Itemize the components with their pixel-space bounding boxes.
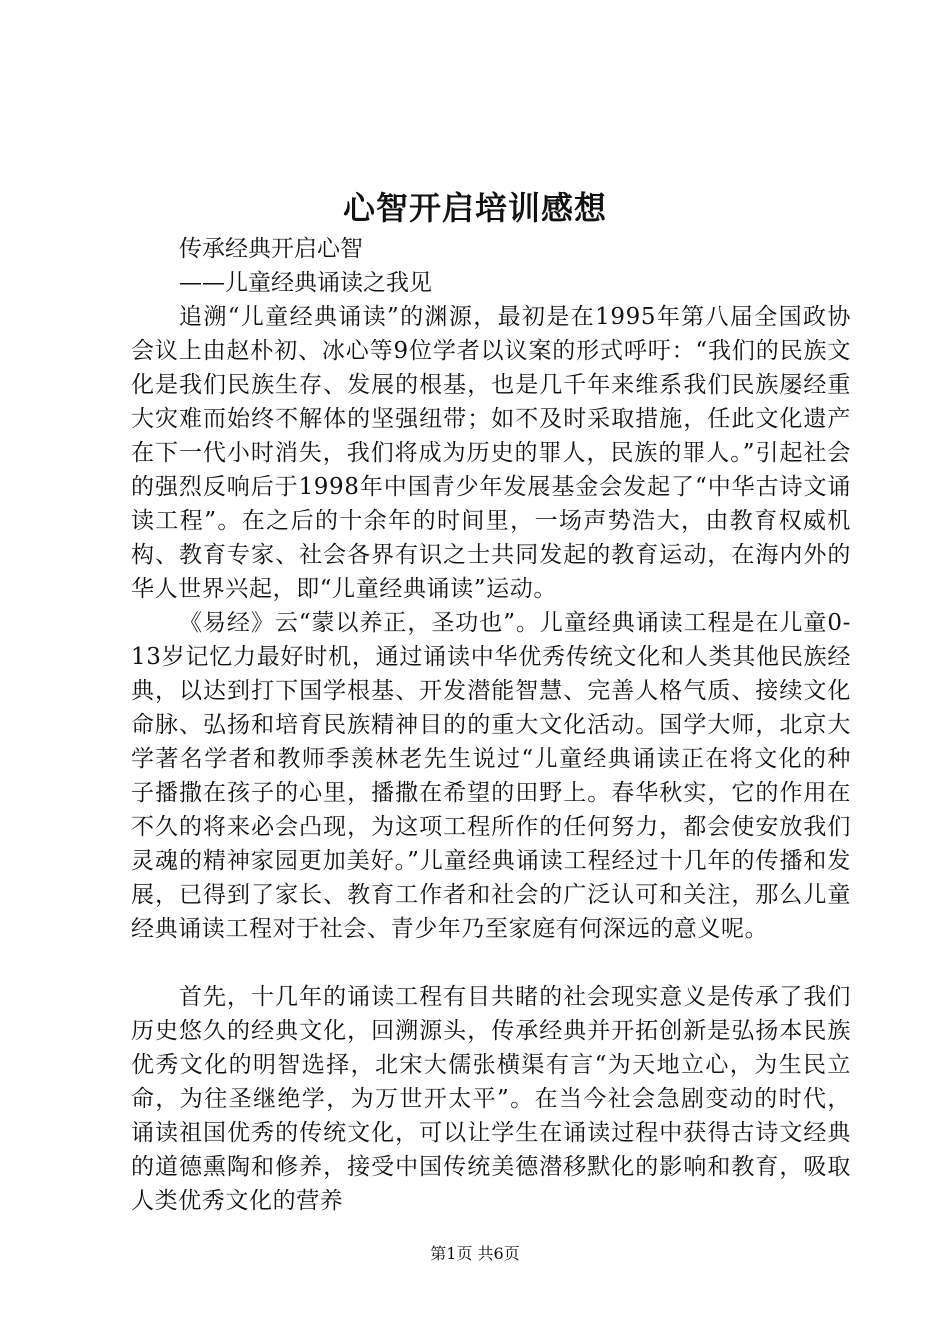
document-title: 心智开启培训感想 [342, 189, 607, 227]
subtitle-secondary: ——儿童经典诵读之我见 [179, 270, 432, 296]
paragraph-yijing: 《易经》云“蒙以养正，圣功也”。儿童经典诵读工程是在儿童0-13岁记忆力最好时机，通过诵读中华优秀传统文化和人类其他民族经典，以达到打下国学根基、开发潜能智慧、完善人格气质、接续文化命脉、弘扬和培育民族精神目的的重大文化活动。国学大师，北京大学著名学者和教师季羡林老先生说过“儿童经典诵读正在将文化的种子播撒在孩子的心里，播撒在希望的田野上。春华秋实，它的作用在不久的将来必会凸现，为这项工程所作的任何努力，都会使安放我们灵魂的精神家园更加美好。”儿童经典诵读工程经过十几年的传播和发展，已得到了家长、教育工作者和社会的广泛认可和关注，那么儿童经典诵读工程对于社会、青少年乃至家庭有何深远的意义呢。 [131, 610, 851, 942]
document-body [131, 232, 851, 1218]
page-number-footer: 第1页 共6页 [430, 1244, 520, 1263]
paragraph-origin: 追溯“儿童经典诵读”的渊源，最初是在1995年第八届全国政协会议上由赵朴初、冰心等9位学者以议案的形式呼吁：“我们的民族文化是我们民族生存、发展的根基，也是几千年来维系我们民族屡经重大灾难而始终不解体的坚强纽带；如不及时采取措施，任此文化遗产在下一代小时消失，我们将成为历史的罪人，民族的罪人。”引起社会的强烈反响后于1998年中国青少年发展基金会发起了“中华古诗文诵读工程”。在之后的十余年的时间里，一场声势浩大，由教育权威机构、教育专家、社会各界有识之士共同发起的教育运动，在海内外的华人世界兴起，即“儿童经典诵读”运动。 [131, 304, 851, 602]
subtitle-primary: 传承经典开启心智 [179, 236, 363, 262]
paragraph-first-point: 首先，十几年的诵读工程有目共睹的社会现实意义是传承了我们历史悠久的经典文化，回溯源头，传承经典并开拓创新是弘扬本民族优秀文化的明智选择，北宋大儒张横渠有言“为天地立心，为生民立命，为往圣继绝学，为万世开太平”。在当今社会急剧变动的时代，诵读祖国优秀的传统文化，可以让学生在诵读过程中获得古诗文经典的道德熏陶和修养，接受中国传统美德潜移默化的影响和教育，吸取人类优秀文化的营养 [131, 984, 851, 1214]
paragraph-spacer [131, 946, 851, 980]
